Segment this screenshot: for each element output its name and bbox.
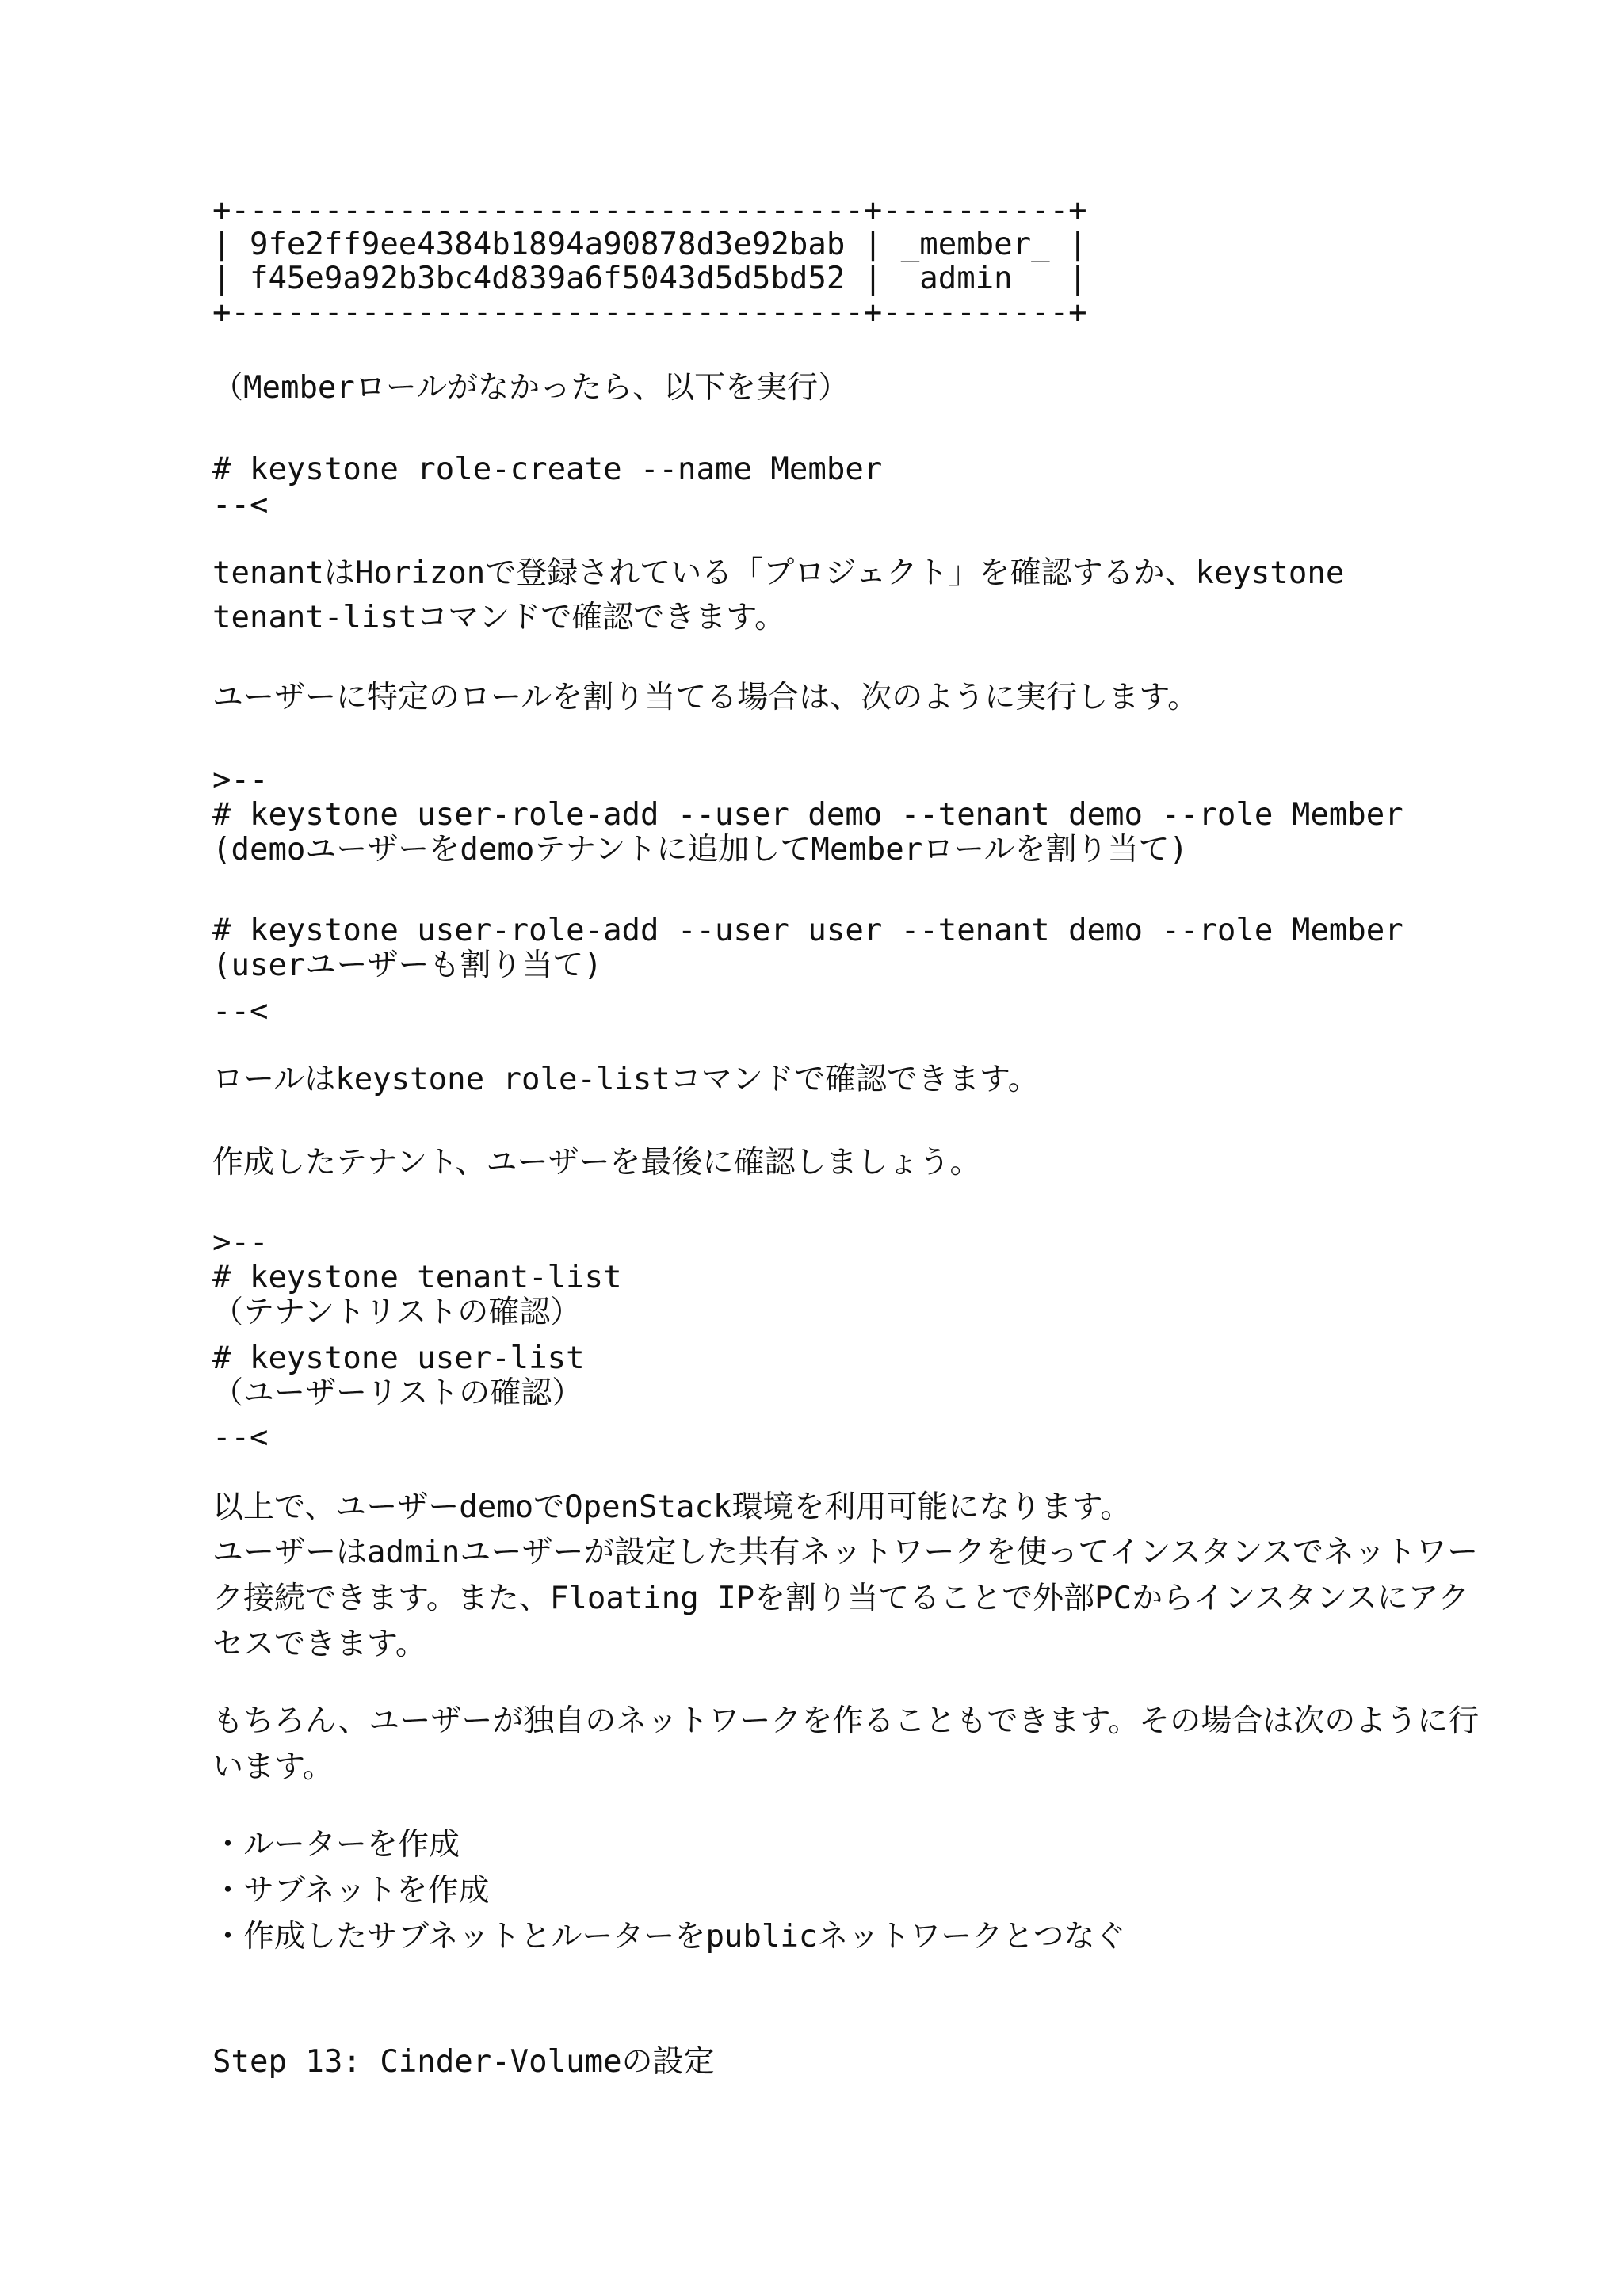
step-heading: Step 13: Cinder-Volumeの設定 [212,2044,715,2080]
role-ascii-table [212,193,1087,330]
command-user-role-add-demo: # keystone user-role-add --user demo --tenant demo --role Member [212,797,1403,833]
code-close-marker: --< [212,994,269,1029]
network-paragraph-line: います。 [212,1749,334,1785]
table-row: | 9fe2ff9ee4384b1894a90878d3e92bab | _member_ | [212,227,1087,262]
command-note: (userユーザーも割り当て) [212,948,602,983]
code-close-marker: --< [212,487,269,523]
list-item: ・作成したサブネットとルーターをpublicネットワークとつなぐ [212,1919,1126,1955]
command-tenant-list: # keystone tenant-list [212,1260,622,1295]
list-item: ・サブネットを作成 [212,1873,490,1909]
summary-line: ユーザーはadminユーザーが設定した共有ネットワークを使ってインスタンスでネットワー [212,1535,1479,1570]
summary-line: ク接続できます。また、Floating IPを割り当てることで外部PCからインスタンスにアク [212,1581,1469,1616]
command-role-create: # keystone role-create --name Member [212,452,883,487]
command-note: （ユーザーリストの確認） [212,1375,583,1411]
code-open-marker: >-- [212,762,269,798]
table-border-bottom: +----------------------------------+----------+ [212,295,1087,330]
tenant-paragraph-line: tenant-listコマンドで確認できます。 [212,600,786,635]
code-open-marker: >-- [212,1225,269,1261]
table-border-top: +----------------------------------+----------+ [212,193,1087,228]
assign-intro-text: ユーザーに特定のロールを割り当てる場合は、次のように実行します。 [212,680,1199,715]
network-paragraph-line: もちろん、ユーザーが独自のネットワークを作ることもできます。その場合は次のように行 [212,1703,1480,1739]
tenant-paragraph-line: tenantはHorizonで登録されている「プロジェクト」を確認するか、keystone [212,555,1345,591]
list-item: ・ルーターを作成 [212,1827,460,1863]
table-row: | f45e9a92b3bc4d839a6f5043d5d5bd52 | admin | [212,261,1087,296]
command-note: （テナントリストの確認） [212,1295,582,1330]
confirm-intro-text: 作成したテナント、ユーザーを最後に確認しましょう。 [212,1145,981,1180]
command-user-list: # keystone user-list [212,1341,585,1376]
command-note: (demoユーザーをdemoテナントに追加してMemberロールを割り当て) [212,832,1188,868]
summary-line: 以上で、ユーザーdemoでOpenStack環境を利用可能になります。 [212,1489,1132,1525]
role-list-note: ロールはkeystone role-listコマンドで確認できます。 [212,1062,1039,1097]
command-user-role-add-user: # keystone user-role-add --user user --tenant demo --role Member [212,913,1403,948]
summary-line: セスできます。 [212,1627,426,1662]
member-role-note: （Memberロールがなかったら、以下を実行） [212,370,850,406]
code-close-marker: --< [212,1420,269,1455]
